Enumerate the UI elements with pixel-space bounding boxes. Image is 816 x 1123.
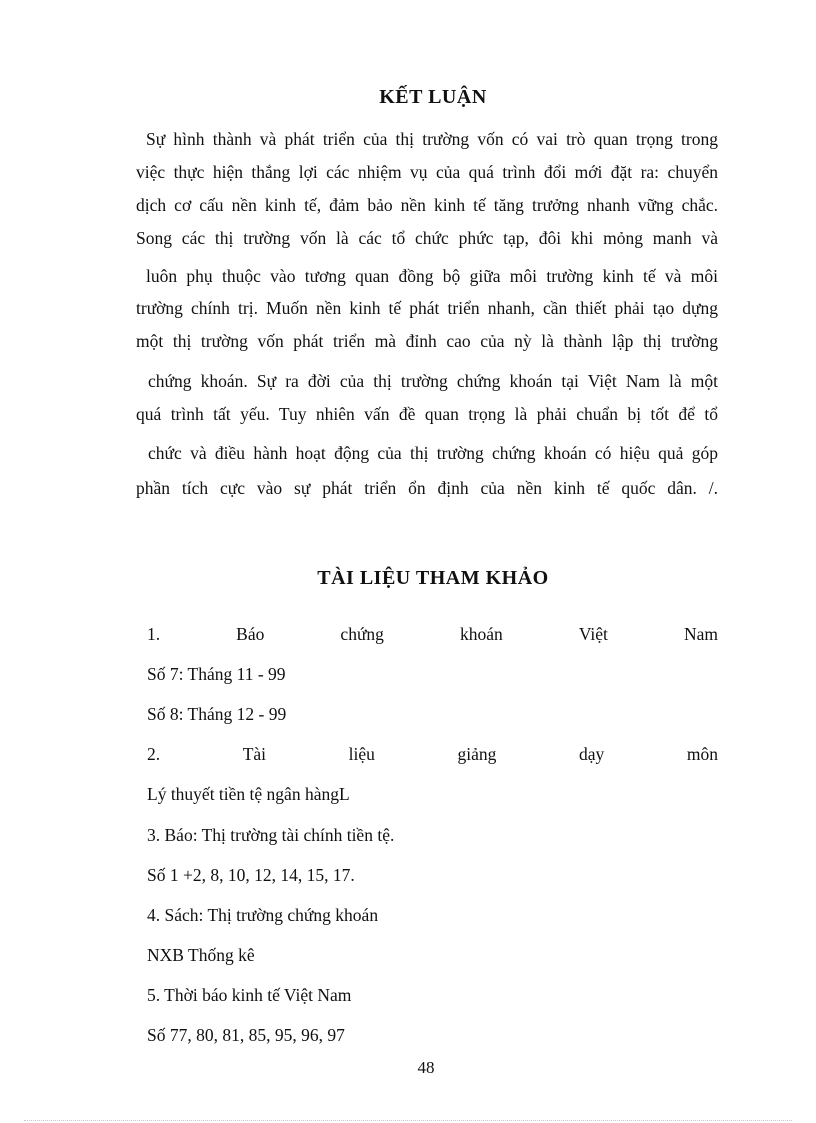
conclusion-line: một thị trường vốn phát triển mà đỉnh cao của nỳ là thành lập thị trường	[136, 331, 718, 351]
conclusion-line: trường chính trị. Muốn nền kinh tế phát triển nhanh, cần thiết phải tạo dựng	[136, 298, 718, 318]
ref-word: Tài	[242, 744, 267, 764]
conclusion-line: Song các thị trường vốn là các tổ chức phức tạp, đôi khi mỏng manh và	[136, 228, 718, 248]
ref-word: dạy	[578, 744, 605, 764]
conclusion-line: việc thực hiện thắng lợi các nhiệm vụ của quá trình đổi mới đặt ra: chuyển	[136, 162, 718, 182]
reference-2-title	[147, 743, 718, 765]
ref-word: Nam	[683, 624, 718, 644]
reference-5-title: 5. Thời báo kinh tế Việt Nam	[147, 985, 352, 1005]
reference-5-issues: Số 77, 80, 81, 85, 95, 96, 97	[147, 1025, 345, 1045]
conclusion-line: phần tích cực vào sự phát triển ổn định của nền kinh tế quốc dân. /.	[136, 478, 718, 498]
conclusion-line: chức và điều hành hoạt động của thị trường chứng khoán có hiệu quả góp	[148, 443, 718, 463]
ref-word: liệu	[348, 744, 375, 764]
reference-1-title	[147, 623, 718, 645]
ref-word: giảng	[457, 744, 497, 764]
conclusion-line: luôn phụ thuộc vào tương quan đồng bộ giữa môi trường kinh tế và môi	[146, 266, 718, 286]
page-number: 48	[417, 1058, 435, 1077]
references-heading: TÀI LIỆU THAM KHẢO	[317, 567, 549, 589]
ref-word: môn	[686, 744, 718, 764]
reference-3-issues: Số 1 +2, 8, 10, 12, 14, 15, 17.	[147, 865, 355, 885]
conclusion-line: chứng khoán. Sự ra đời của thị trường chứng khoán tại Việt Nam là một	[148, 371, 718, 391]
ref-word: Báo	[236, 624, 265, 644]
conclusion-line: quá trình tất yếu. Tuy nhiên vấn đề quan trọng là phải chuẩn bị tốt để tổ	[136, 404, 718, 424]
ref-word: khoán	[459, 624, 503, 644]
reference-1-issue: Số 8: Tháng 12 - 99	[147, 704, 287, 724]
reference-3-title: 3. Báo: Thị trường tài chính tiền tệ.	[147, 825, 395, 845]
ref-word: 2.	[147, 744, 161, 764]
bottom-divider	[24, 1120, 792, 1121]
ref-word: 1.	[147, 624, 161, 644]
ref-word: chứng	[340, 624, 384, 644]
reference-1-issue: Số 7: Tháng 11 - 99	[147, 664, 286, 684]
conclusion-line: Sự hình thành và phát triển của thị trường vốn có vai trò quan trọng trong	[146, 129, 718, 149]
reference-2-subject: Lý thuyết tiền tệ ngân hàngL	[147, 784, 350, 804]
ref-word: Việt	[578, 624, 608, 644]
reference-4-title: 4. Sách: Thị trường chứng khoán	[147, 905, 379, 925]
conclusion-line: dịch cơ cấu nền kinh tế, đảm bảo nền kinh tế tăng trưởng nhanh vững chắc.	[136, 195, 718, 215]
reference-4-publisher: NXB Thống kê	[147, 945, 255, 965]
conclusion-heading: KẾT LUẬN	[379, 86, 487, 108]
